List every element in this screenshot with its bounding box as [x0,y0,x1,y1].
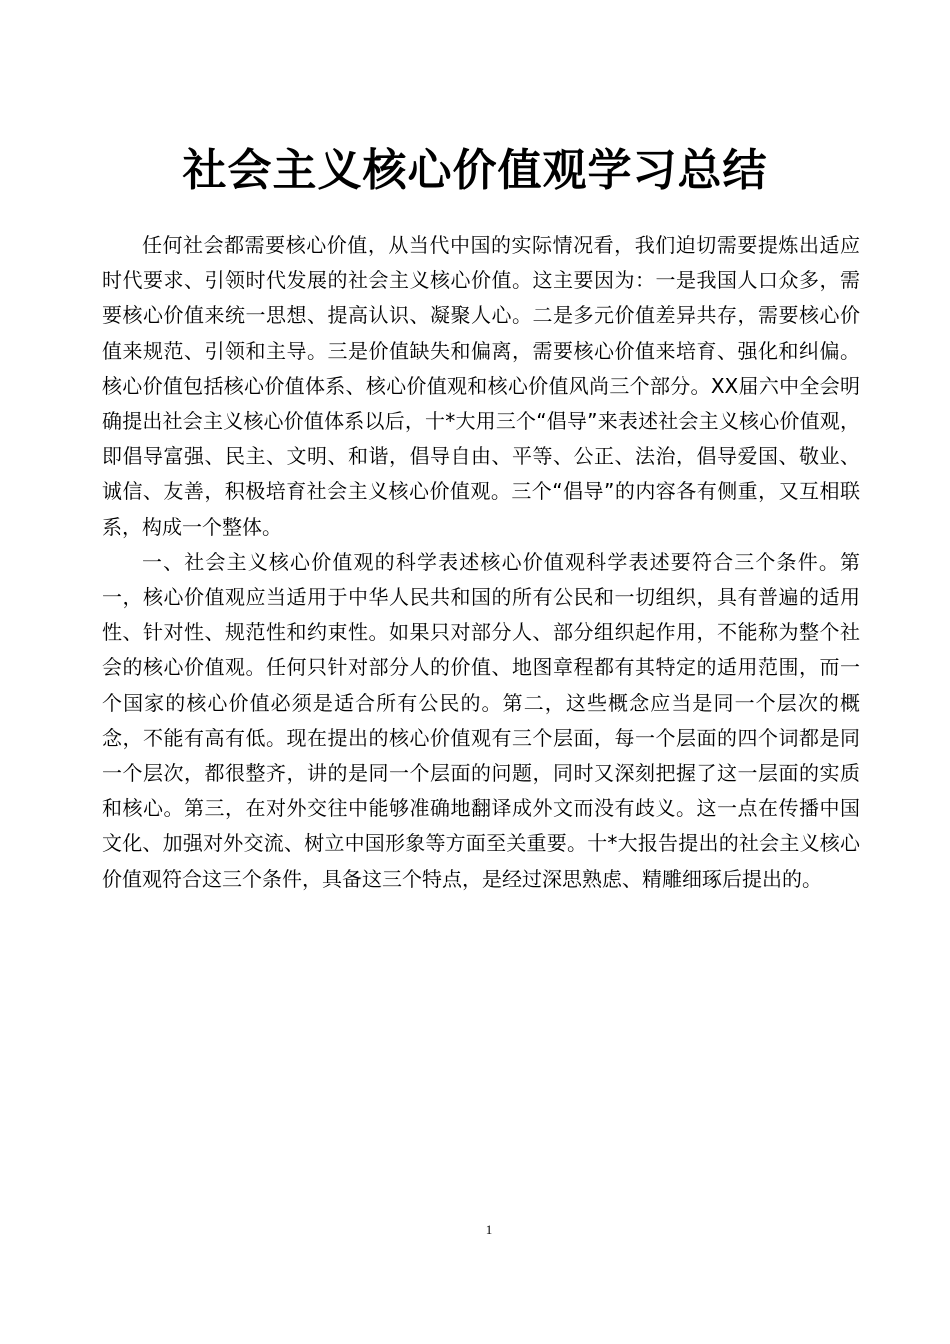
document-body [102,228,860,897]
page-number: 1 [485,1222,493,1237]
paragraph-intro: 任何社会都需要核心价值，从当代中国的实际情况看，我们迫切需要提炼出适应时代要求、引领时代发展的社会主义核心价值。这主要因为：一是我国人口众多，需要核心价值来统一思想、提高认识、凝聚人心。二是多元价值差异共存，需要核心价值来规范、引领和主导。三是价值缺失和偏离，需要核心价值来培育、强化和纠偏。核心价值包括核心价值体系、核心价值观和核心价值风尚三个部分。XX届六中全会明确提出社会主义核心价值体系以后，十*大用三个“倡导”来表述社会主义核心价值观，即倡导富强、民主、文明、和谐，倡导自由、平等、公正、法治，倡导爱国、敬业、诚信、友善，积极培育社会主义核心价值观。三个“倡导”的内容各有侧重，又互相联系，构成一个整体。 [102,233,860,539]
document-title: 社会主义核心价值观学习总结 [182,145,768,196]
paragraph-section-one: 一、社会主义核心价值观的科学表述核心价值观科学表述要符合三个条件。第一，核心价值观应当适用于中华人民共和国的所有公民和一切组织，具有普遍的适用性、针对性、规范性和约束性。如果只对部分人、部分组织起作用，不能称为整个社会的核心价值观。任何只针对部分人的价值、地图章程都有其特定的适用范围，而一个国家的核心价值必须是适合所有公民的。第二，这些概念应当是同一个层次的概念，不能有高有低。现在提出的核心价值观有三个层面，每一个层面的四个词都是同一个层次，都很整齐，讲的是同一个层面的问题，同时又深刻把握了这一层面的实质和核心。第三，在对外交往中能够准确地翻译成外文而没有歧义。这一点在传播中国文化、加强对外交流、树立中国形象等方面至关重要。十*大报告提出的社会主义核心价值观符合这三个条件，具备这三个特点，是经过深思熟虑、精雕细琢后提出的。 [102,549,860,891]
